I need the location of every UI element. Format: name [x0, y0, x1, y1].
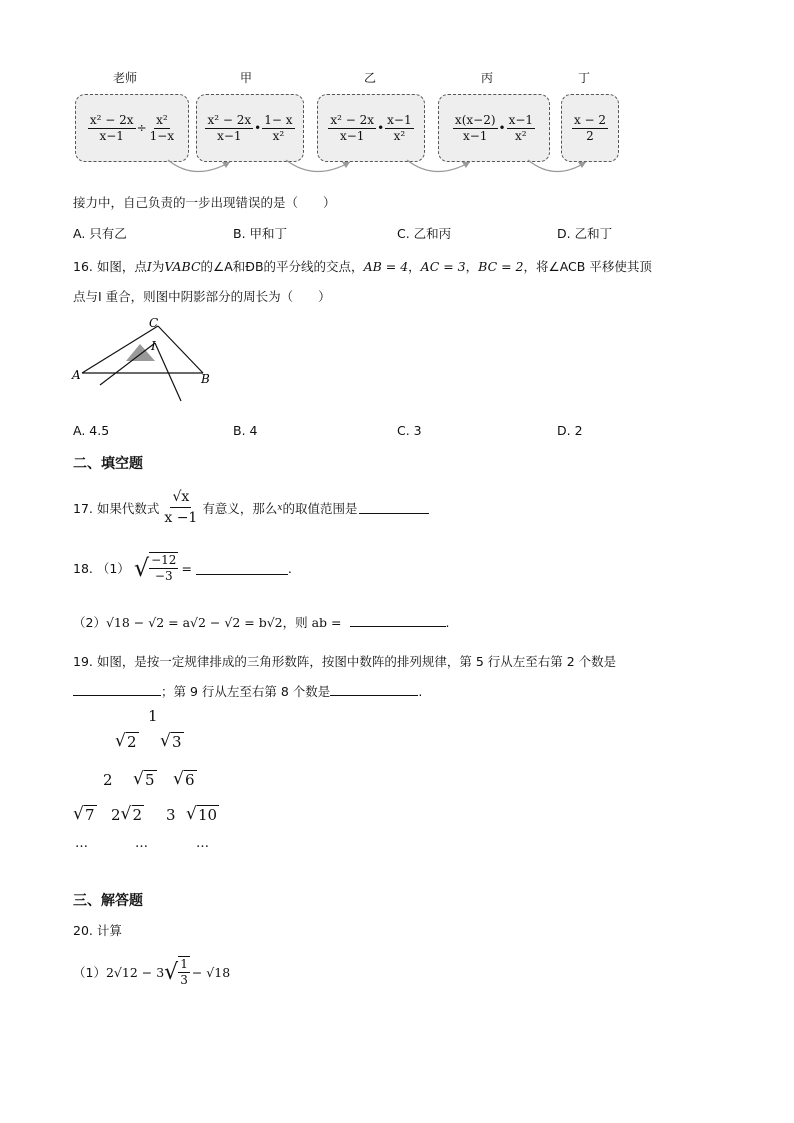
q15-stem: 接力中，自己负责的一步出现错误的是（ ） [73, 195, 336, 210]
q18-part2: （2）√18 − √2 = a√2 − √2 = b√2，则 ab = . [73, 615, 450, 630]
bing-expression: $\frac{x(x-2)}{x-1}$ • $\frac{x-1}{\text{x²}}$ [454, 112, 534, 143]
array-row3-item2: √ 5 [133, 769, 155, 789]
translated-line-1 [100, 343, 155, 385]
label-c: C [149, 316, 159, 330]
label-a: A [72, 368, 81, 382]
q15-option-d[interactable]: D. 乙和丁 [557, 226, 613, 241]
label-b: B [201, 372, 210, 386]
array-row3-item3: √ 6 [173, 769, 195, 789]
q16-line2: 点与I 重合，则图中阴影部分的周长为（ ） [73, 289, 331, 304]
array-row4-item3: 3 [166, 806, 176, 824]
fraction: $\frac{\text{x²}}{1-x}$ [149, 112, 175, 143]
label-teacher: 老师 [113, 71, 138, 85]
label-yi: 乙 [364, 71, 377, 85]
array-ellipsis-1: … [75, 836, 88, 851]
array-row1-item1: 1 [148, 707, 158, 725]
q17-answer-blank[interactable] [359, 501, 429, 514]
array-row4-item2: 2 √ 2 [111, 804, 143, 824]
q19-answer-blank-2[interactable] [330, 683, 418, 696]
relay-arrows [0, 0, 794, 200]
arrow-curve [286, 160, 350, 172]
radical-sign: √ [164, 959, 179, 985]
q15-option-b[interactable]: B. 甲和丁 [233, 226, 288, 241]
label-ding: 丁 [578, 71, 591, 85]
translated-line-2 [155, 343, 181, 401]
jia-expression: $\frac{\text{x² − 2x}}{x-1}$ • $\frac{1- x}{\text{x²}}$ [207, 112, 293, 143]
array-ellipsis-3: … [196, 836, 209, 851]
array-row2-item1: √ 2 [115, 731, 137, 751]
array-row4-item1: √ 7 [73, 804, 95, 824]
q16-option-c[interactable]: C. 3 [397, 423, 422, 438]
q16-option-a[interactable]: A. 4.5 [73, 423, 110, 438]
yi-expression: $\frac{\text{x² − 2x}}{x-1}$ • $\frac{x-1}{\text{x²}}$ [330, 112, 412, 143]
ding-expression: $\frac{x - 2}{2}$ [573, 112, 607, 143]
array-row4-item4: √ 10 [186, 804, 218, 824]
q20-part1: （1） 2√12 − 3 √ $\frac{1}{3}$ − √18 [73, 957, 231, 987]
fraction: $\frac{\text{x² − 2x}}{x-1}$ [89, 112, 134, 143]
q17-fraction: $\frac{√x}{x -1}$ [164, 489, 198, 526]
array-ellipsis-2: … [135, 836, 148, 851]
section-solutions-title: 三、解答题 [73, 893, 143, 909]
q18-1-answer-blank[interactable] [196, 562, 288, 575]
radical-sign: √ [133, 554, 150, 582]
q20-fraction: $\frac{1}{3}$ [180, 957, 188, 987]
section-fill-in-title: 二、填空题 [73, 456, 143, 472]
arrow-curve [528, 160, 586, 172]
q16-line1: 16. 如图，点I为VABC的∠A和ÐB的平分线的交点，AB = 4，AC = 3，BC = 2，将∠ACB 平移使其顶 [73, 259, 652, 274]
q19-line2: ；第 9 行从左至右第 8 个数是 . [73, 682, 422, 700]
q20-title: 20. 计算 [73, 923, 122, 938]
q16-option-b[interactable]: B. 4 [233, 423, 258, 438]
q19-line1: 19. 如图，是按一定规律排成的三角形数阵，按图中数阵的排列规律，第 5 行从左至右第 2 个数是 [73, 654, 617, 669]
q18-fraction: $\frac{-12}{-3}$ [151, 553, 177, 583]
q15-option-a[interactable]: A. 只有乙 [73, 226, 127, 241]
label-bing: 丙 [481, 71, 494, 85]
label-jia: 甲 [240, 71, 253, 85]
array-row2-item2: √ 3 [160, 731, 182, 751]
q15-option-c[interactable]: C. 乙和丙 [397, 226, 452, 241]
label-i: I [151, 339, 156, 353]
arrow-curve [407, 160, 470, 172]
teacher-expression: $\frac{\text{x² − 2x}}{x-1}$ ÷ $\frac{\text{x²}}{1-x}$ [89, 112, 175, 143]
q17: 17. 如果代数式 $\frac{√x}{x -1}$ 有意义，那么 x 的取值范围是 [73, 487, 429, 528]
q16-option-d[interactable]: D. 2 [557, 423, 583, 438]
q18-2-answer-blank[interactable] [350, 614, 446, 627]
q16-figure [60, 312, 230, 412]
array-row3-item1: 2 [103, 771, 113, 789]
arrow-curve [168, 160, 230, 172]
q18-part1: 18. （1） √ $\frac{-12}{-3}$ = . [73, 553, 292, 583]
q19-answer-blank-1[interactable] [73, 683, 161, 696]
